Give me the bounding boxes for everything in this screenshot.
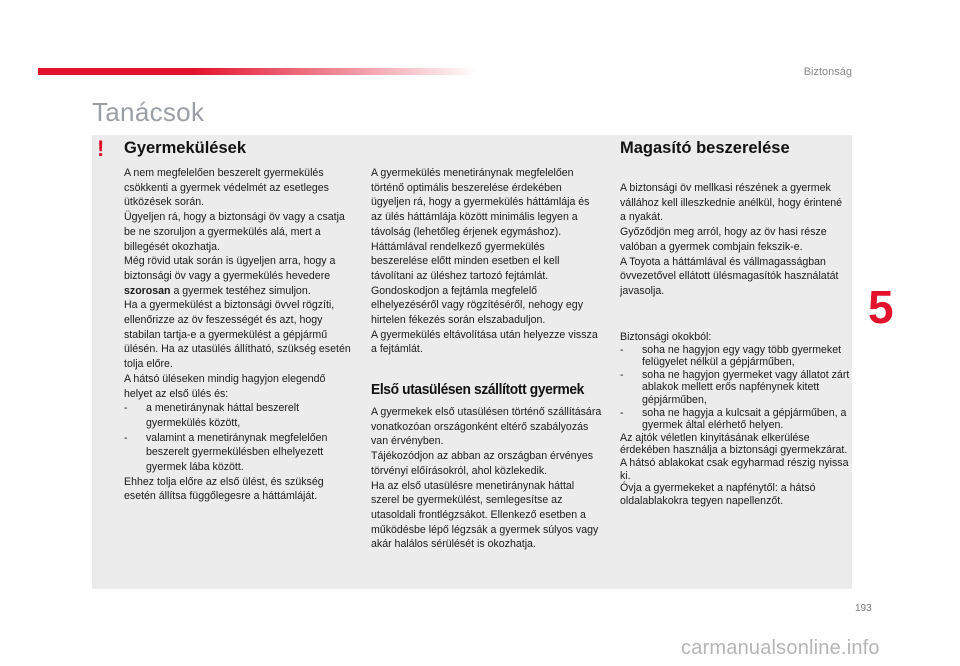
paragraph: Óvja a gyermekeket a napfénytől: a hátsó oldalablakokra tegyen napellenzőt. [620,482,816,507]
watermark: carmanualsonline.info [681,637,880,659]
paragraph: A gyermekek első utasülésen történő szállítására vonatkozóan országonként eltérő szabályozás van érvényben. [371,406,602,448]
list-item: - soha ne hagyja a kulcsait a gépjárműben, a gyermek által elérhető helyen. [620,406,847,432]
paragraph: Ügyeljen rá, hogy a biztonsági öv vagy a csatja be ne szoruljon a gyermekülés alá, mert a billegését okozhatja. [124,211,345,253]
warning-icon: ! [97,136,105,161]
paragraph: Még rövid utak során is ügyeljen arra, hogy a biztonsági öv vagy a gyermekülés hevedere szorosan a gyermek testéhez simuljon. [124,255,336,297]
paragraph: Ehhez tolja előre az első ülést, és szükség esetén állítsa függőlegesre a háttámláját. [124,475,324,503]
paragraph: A gyermekülés eltávolítása után helyezze vissza a fejtámlát. [371,328,598,356]
booster-text [620,181,850,299]
safety-text [620,331,852,507]
child-seats-column-2 [371,166,603,357]
list-item: - soha ne hagyjon egy vagy több gyermeket felügyelet nélkül a gépjárműben, [620,343,842,369]
header-accent-bar [38,68,478,75]
paragraph: A nem megfelelően beszerelt gyermekülés csökkenti a gyermek védelmét az esetleges ütközések során. [124,167,329,209]
paragraph: Tájékozódjon az abban az országban érvényes törvényi előírásokról, ahol közlekedik. [371,450,594,477]
paragraph: Biztonsági okokból: [620,331,712,343]
chapter-number: 5 [868,281,894,333]
paragraph: A hátsó üléseken mindig hagyjon elegendő helyet az első ülés és: [124,372,326,400]
paragraph: A hátsó ablakokat csak egyharmad részig nyissa ki. [620,456,849,482]
page-title: Tanácsok [92,97,205,127]
section-header: Biztonság [803,66,852,78]
list-item: - soha ne hagyjon gyermeket vagy állatot zárt ablakok mellett erős napfénynek kitett gépjárműben, [620,368,850,406]
page-number: 193 [855,603,872,614]
paragraph: A biztonsági öv mellkasi részének a gyermek vállához kell illeszkednie anélkül, hogy érintené a nyakát. [620,182,843,224]
booster-heading: Magasító beszerelése [620,139,790,157]
list-item: - valamint a menetiránynak megfelelően beszerelt gyermekülésben elhelyezett gyermek lába között. [124,431,328,474]
front-seat-heading: Első utasülésen szállított gyermek [371,381,584,398]
paragraph: Gondoskodjon a fejtámla megfelelő elhelyezéséről vagy rögzítéséről, nehogy egy hirtelen fékezés során elszabaduljon. [371,284,583,327]
paragraph: Ha a gyermekülést a biztonsági övvel rögzíti, ellenőrizze az öv feszességét és azt, hogy stabilan tartja-e a gyermekülést a gépjármű ülésén. Ha az utasülés állítható, szükség esetén tolja előre. [124,299,351,371]
paragraph: Győződjön meg arról, hogy az öv hasi része valóban a gyermek combjain fekszik-e. [620,226,827,253]
paragraph: Az ajtók véletlen kinyitásának elkerülése érdekében használja a biztonsági gyermekzárat. [620,431,848,457]
front-seat-text [371,405,603,552]
paragraph: Háttámlával rendelkező gyermekülés beszerelése előtt minden esetben el kell távolítani az üléshez tartozó fejtámlát. [371,240,560,282]
list-item: - a menetiránynak háttal beszerelt gyermekülés között, [124,402,300,429]
paragraph: A Toyota a háttámlával és vállmagasságban övvezetővel ellátott ülésmagasítók használatát javasolja. [620,255,839,297]
emphasis: szorosan [124,284,171,297]
paragraph: Ha az első utasülésre menetiránynak háttal szerel be gyermekülést, semlegesítse az utasoldali frontlégzsákot. Ellenkező esetben a működésbe lépő légzsák a gyermek súlyos vagy akár halálos sérülését is okozhatja. [371,479,599,551]
paragraph: A gyermekülés menetiránynak megfelelően történő optimális beszerelése érdekében ügyeljen rá, hogy a gyermekülés háttámlája és az ülés háttámlája között minimális legyen a távolság (lehetőleg érjenek egymáshoz). [371,167,590,238]
child-seats-column-1 [124,166,356,504]
child-seats-heading: Gyermekülések [124,139,247,157]
